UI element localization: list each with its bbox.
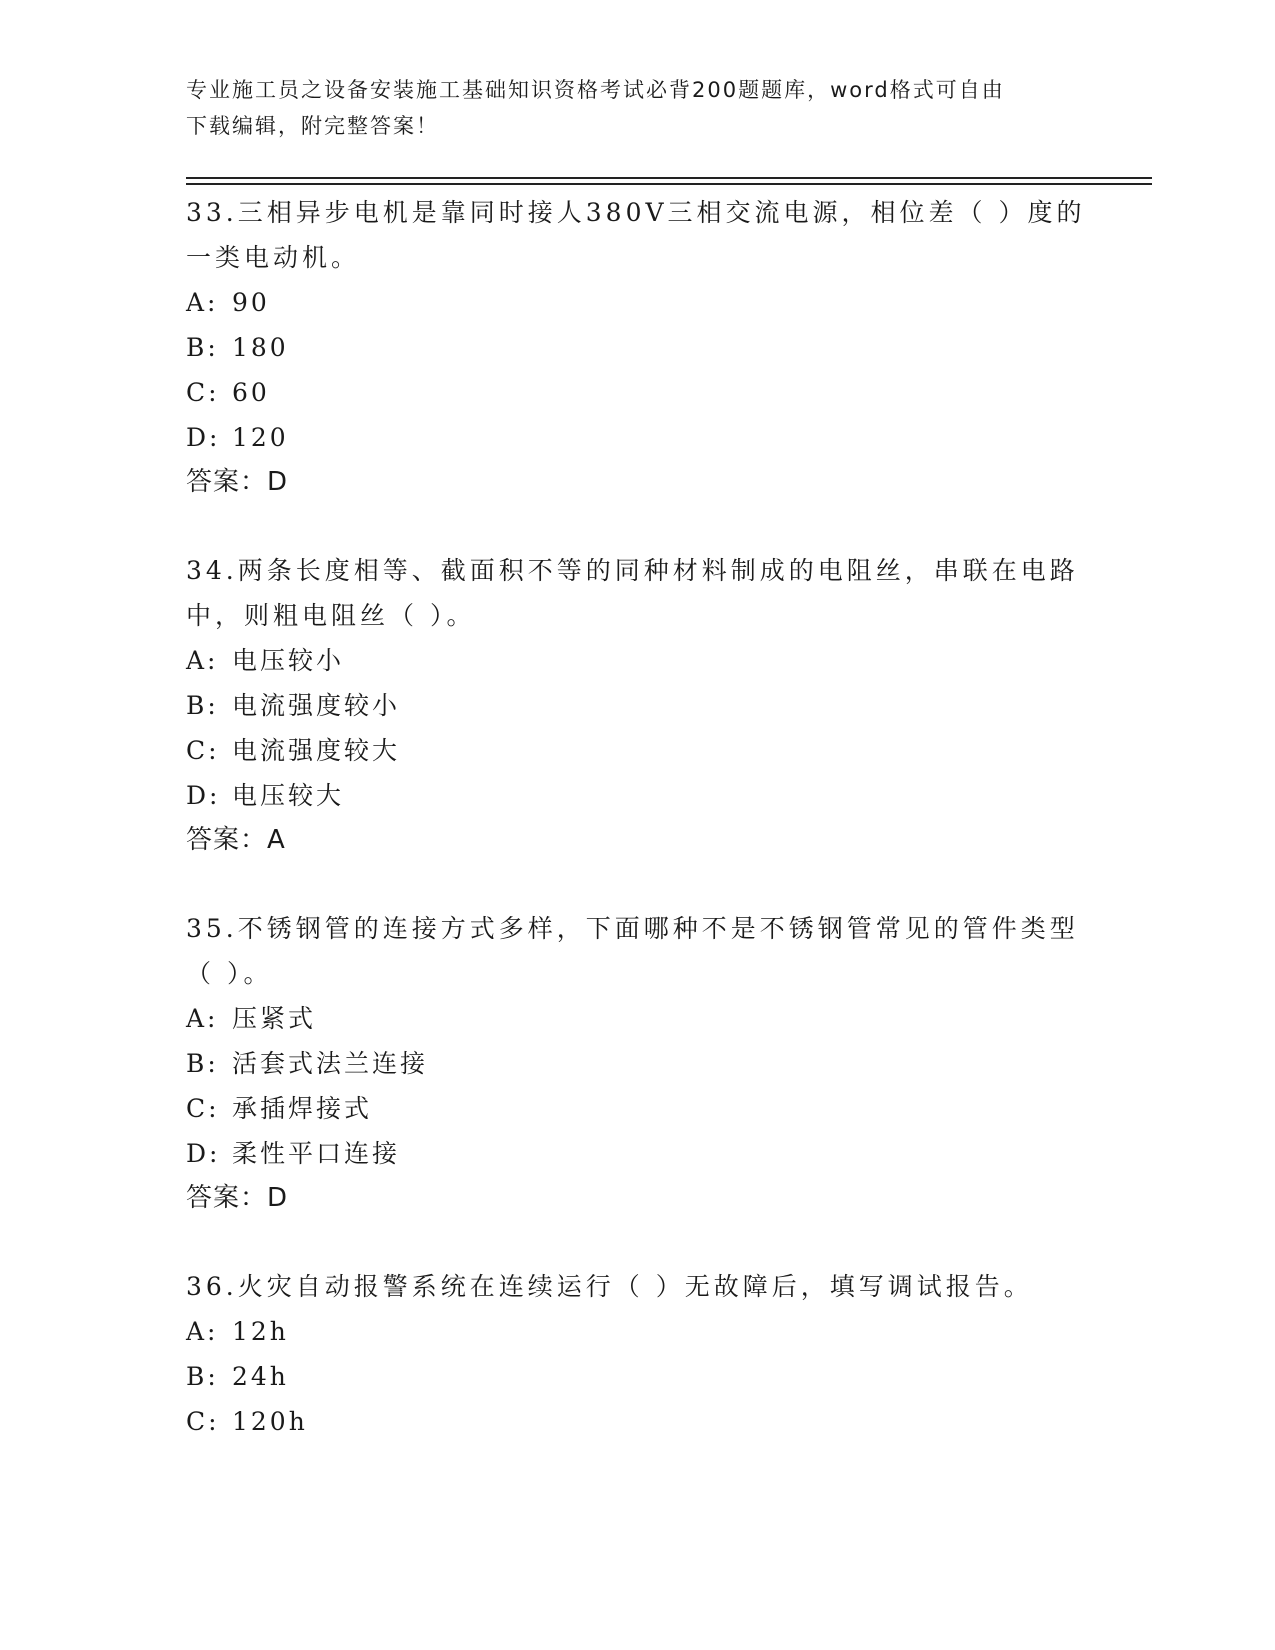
question-text: 34.两条长度相等、截面积不等的同种材料制成的电阻丝，串联在电路中，则粗电阻丝（ ）。: [186, 556, 1079, 630]
option-c: [186, 370, 1086, 415]
option-a: [186, 996, 1086, 1041]
option-letter: B:: [186, 1049, 219, 1078]
header-divider-bottom: [186, 183, 1152, 185]
question-35: [186, 906, 1086, 1220]
question-text: 35.不锈钢管的连接方式多样，下面哪种不是不锈钢管常见的管件类型（ ）。: [186, 914, 1079, 988]
option-text: 承插焊接式: [232, 1094, 373, 1123]
option-d: [186, 415, 1086, 460]
header-line-1: 专业施工员之设备安装施工基础知识资格考试必背200题题库，word格式可自由: [186, 78, 1005, 102]
question-list: [186, 190, 1086, 1488]
option-text: 活套式法兰连接: [232, 1049, 429, 1078]
question-text: 33.三相异步电机是靠同时接人380V三相交流电源，相位差（ ）度的一类电动机。: [186, 198, 1086, 272]
option-text: 柔性平口连接: [232, 1139, 401, 1168]
header-line-2: 下载编辑，附完整答案！: [186, 114, 439, 138]
option-d: [186, 1131, 1086, 1176]
option-d: [186, 773, 1086, 818]
option-text: 12h: [232, 1317, 289, 1346]
option-letter: D:: [186, 423, 221, 452]
option-letter: B:: [186, 691, 219, 720]
option-letter: A:: [186, 1317, 219, 1346]
option-letter: C:: [186, 378, 220, 407]
option-b: [186, 1354, 1086, 1399]
question-34: [186, 548, 1086, 862]
option-letter: D:: [186, 781, 221, 810]
option-text: 24h: [232, 1362, 289, 1391]
option-b: [186, 683, 1086, 728]
option-letter: A:: [186, 1004, 219, 1033]
option-text: 60: [232, 378, 270, 407]
option-letter: A:: [186, 288, 219, 317]
option-letter: C:: [186, 1094, 220, 1123]
option-text: 电流强度较小: [232, 691, 401, 720]
option-text: 压紧式: [232, 1004, 317, 1033]
option-b: [186, 325, 1086, 370]
header-divider-top: [186, 177, 1152, 179]
question-36: [186, 1264, 1086, 1444]
question-text: 36.火灾自动报警系统在连续运行（ ）无故障后，填写调试报告。: [186, 1272, 1033, 1301]
option-letter: C:: [186, 736, 220, 765]
option-a: [186, 280, 1086, 325]
option-c: [186, 1399, 1086, 1444]
option-text: 180: [232, 333, 289, 362]
option-text: 120h: [232, 1407, 308, 1436]
option-a: [186, 1309, 1086, 1354]
option-letter: B:: [186, 1362, 219, 1391]
option-text: 90: [232, 288, 270, 317]
option-a: [186, 638, 1086, 683]
question-33: [186, 190, 1086, 504]
option-letter: B:: [186, 333, 219, 362]
option-letter: C:: [186, 1407, 220, 1436]
option-text: 120: [232, 423, 289, 452]
option-text: 电流强度较大: [232, 736, 401, 765]
option-b: [186, 1041, 1086, 1086]
document-header: [186, 72, 1066, 144]
option-c: [186, 1086, 1086, 1131]
option-letter: A:: [186, 646, 219, 675]
option-letter: D:: [186, 1139, 221, 1168]
option-text: 电压较大: [232, 781, 345, 810]
answer-text: 答案：A: [186, 825, 286, 855]
answer-text: 答案：D: [186, 467, 289, 497]
option-text: 电压较小: [232, 646, 345, 675]
option-c: [186, 728, 1086, 773]
answer-text: 答案：D: [186, 1183, 289, 1213]
